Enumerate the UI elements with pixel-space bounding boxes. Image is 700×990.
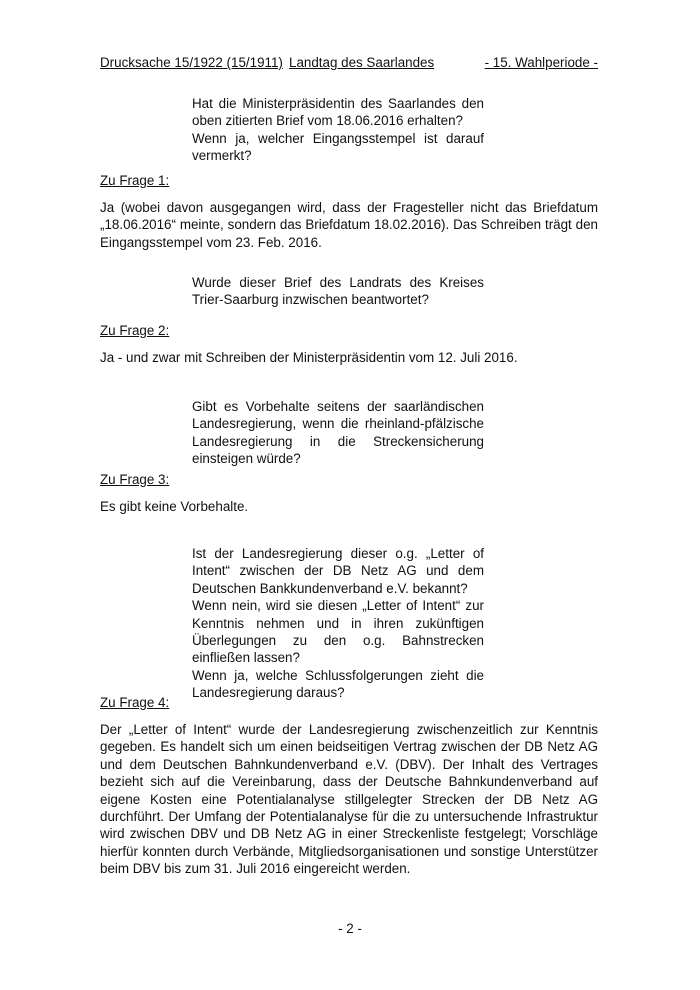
answer-3-heading: Zu Frage 3:	[100, 472, 170, 487]
question-4	[192, 545, 484, 702]
answer-1-text: Ja (wobei davon ausgegangen wird, dass der Fragesteller nicht das Briefdatum „18.06.2016“ meinte, sondern das Briefdatum 18.02.2016). Das Schreiben trägt den Eingangsstempel vom 23. Feb. 2016.	[100, 200, 598, 250]
question-1	[192, 95, 484, 165]
question-3-text: Gibt es Vorbehalte seitens der saarländischen Landesregierung, wenn die rheinland-pfälzische Landesregierung in die Streckensicherung einsteigen würde?	[192, 399, 484, 467]
question-2	[192, 274, 484, 309]
question-2-text: Wurde dieser Brief des Landrats des Kreises Trier-Saarburg inzwischen beantwortet?	[192, 275, 484, 308]
page-number: - 2 -	[338, 921, 362, 936]
page-header	[100, 54, 598, 72]
question-1-followup: Wenn ja, welcher Eingangsstempel ist darauf vermerkt?	[192, 130, 484, 164]
question-4-text: Ist der Landesregierung dieser o.g. „Letter of Intent“ zwischen der DB Netz AG und dem Deutschen Bankkundenverband e.V. bekannt?	[192, 546, 484, 596]
answer-4-heading: Zu Frage 4:	[100, 695, 170, 710]
answer-4-text: Der „Letter of Intent“ wurde der Landesregierung zwischenzeitlich zur Kenntnis gegeben. Es handelt sich um einen beidseitigen Vertrag zwischen der DB Netz AG und dem Deutschen Bahnkundenverband e.V. (DBV). Der Inhalt des Vertrages bezieht sich auf die Vereinbarung, dass der Deutsche Bahnkundenverband auf eigene Kosten eine Potentialanalyse stillgelegter Strecken der DB Netz AG durchführt. Der Umfang der Potentialanalyse für die zu untersuchende Infrastruktur wird zwischen DBV und DB Netz AG in einer Streckenliste festgelegt; Vorschläge hierfür konnten durch Verbände, Mitgliedsorganisationen und sonstige Unterstützer beim DBV bis zum 31. Juli 2016 eingereicht werden.	[100, 722, 598, 877]
question-4-followup-yes: Wenn ja, welche Schlussfolgerungen zieht die Landesregierung daraus?	[192, 667, 484, 701]
answer-3-text: Es gibt keine Vorbehalte.	[100, 499, 249, 514]
question-3	[192, 398, 484, 468]
answer-2-heading: Zu Frage 2:	[100, 323, 170, 338]
header-legislative-period: - 15. Wahlperiode -	[484, 55, 598, 70]
header-parliament-name: Landtag des Saarlandes	[289, 55, 435, 70]
answer-1-heading: Zu Frage 1:	[100, 173, 170, 188]
answer-2-text: Ja - und zwar mit Schreiben der Ministerpräsidentin vom 12. Juli 2016.	[100, 350, 518, 365]
question-1-text: Hat die Ministerpräsidentin des Saarlandes den oben zitierten Brief vom 18.06.2016 erhalten?	[192, 96, 484, 129]
header-document-number: Drucksache 15/1922 (15/1911)	[100, 55, 283, 70]
question-4-followup-no: Wenn nein, wird sie diesen „Letter of Intent“ zur Kenntnis nehmen und in ihren zukünftigen Überlegungen zu den o.g. Bahnstrecken einfließen lassen?	[192, 598, 484, 666]
